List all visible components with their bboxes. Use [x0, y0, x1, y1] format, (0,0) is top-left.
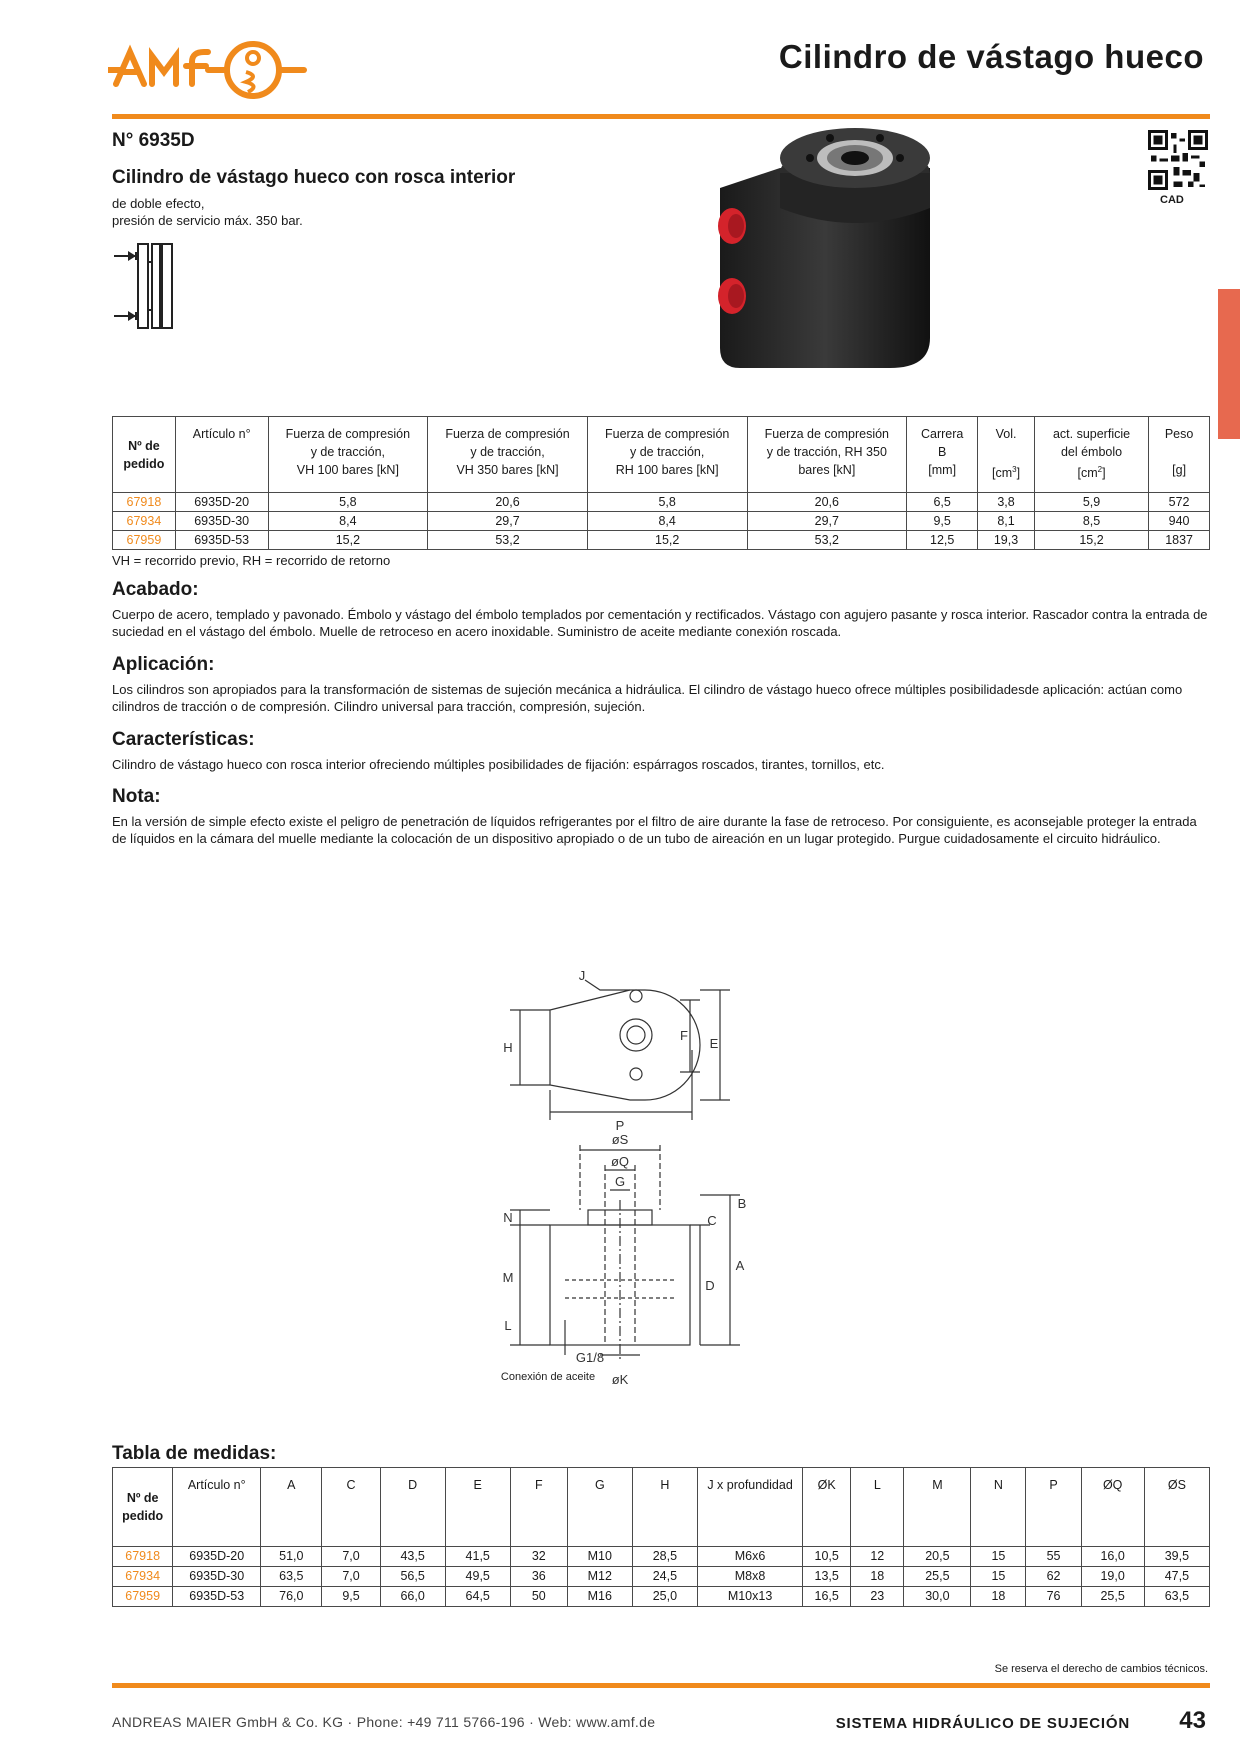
amf-logo: [108, 32, 308, 102]
cell: 63,5: [261, 1567, 322, 1587]
footer-disclaimer: Se reserva el derecho de cambios técnicos.: [994, 1663, 1208, 1675]
cell: 8,4: [268, 512, 428, 531]
section-text-aplicacion: Los cilindros son apropiados para la transformación de sistemas de sujeción mecánica a hidráulica. El cilindro de vástago hueco ofrece múltiples posibilidadesde aplicación: actúan como cilindros de tracción o de compresión. Cilindro universal para tracción, compresión, sujeción.: [112, 682, 1183, 714]
cell: 76,0: [261, 1587, 322, 1607]
cell: 16,5: [803, 1587, 851, 1607]
cell: 51,0: [261, 1547, 322, 1567]
cell: 6935D-20: [173, 1547, 261, 1567]
cell: M16: [567, 1587, 632, 1607]
cell: 18: [851, 1567, 904, 1587]
cell: 7,0: [322, 1547, 380, 1567]
cell: 15,2: [1034, 531, 1148, 550]
cell: 36: [510, 1567, 567, 1587]
section-title-caracteristicas: Características:: [112, 729, 255, 750]
col-j: J x profundidad: [697, 1468, 802, 1547]
product-description: de doble efecto, presión de servicio máx. 350 bar.: [112, 196, 303, 228]
dim-label-g18: G1/8: [575, 1350, 605, 1365]
table-row: [113, 1547, 1210, 1567]
cell: 12,5: [907, 531, 978, 550]
col-order: Nº de pedido: [113, 1468, 173, 1547]
cell: 572: [1149, 493, 1210, 512]
table-row: [113, 1587, 1210, 1607]
cell: 15: [971, 1547, 1026, 1567]
col-s: ØS: [1144, 1468, 1209, 1547]
product-name: Cilindro de vástago hueco con rosca interior: [112, 167, 516, 188]
table-header-row: [113, 417, 1210, 493]
dim-label-c: C: [707, 1213, 717, 1228]
col-f1: Fuerza de compresión y de tracción, VH 100 bares [kN]: [268, 417, 428, 493]
cell: 13,5: [803, 1567, 851, 1587]
cell: 43,5: [380, 1547, 445, 1567]
cell: 5,8: [268, 493, 428, 512]
col-article: Artículo n°: [173, 1468, 261, 1547]
dim-label-a: A: [735, 1258, 745, 1273]
section-title-aplicacion: Aplicación:: [112, 654, 215, 675]
cell: 49,5: [445, 1567, 510, 1587]
cell: 29,7: [747, 512, 907, 531]
technical-drawing: [470, 960, 790, 1390]
cell: M6x6: [697, 1547, 802, 1567]
cell: 23: [851, 1587, 904, 1607]
col-p: P: [1026, 1468, 1081, 1547]
col-piston-area: act. superficie del émbolo $[cm^2]$: [1034, 417, 1148, 493]
cell: 53,2: [747, 531, 907, 550]
cell: 6935D-30: [175, 512, 268, 531]
dim-label-f: F: [680, 1028, 688, 1043]
col-article: Artículo n°: [175, 417, 268, 493]
order-number[interactable]: 67934: [113, 1567, 173, 1587]
cell: 12: [851, 1547, 904, 1567]
col-g: G: [567, 1468, 632, 1547]
cell: 53,2: [428, 531, 588, 550]
section-title-nota: Nota:: [112, 786, 161, 807]
col-f3: Fuerza de compresión y de tracción, RH 100 bares [kN]: [587, 417, 747, 493]
cell: 8,5: [1034, 512, 1148, 531]
table-footnote: VH = recorrido previo, RH = recorrido de retorno: [112, 553, 391, 568]
header-rule: [112, 114, 1210, 119]
cell: 3,8: [978, 493, 1035, 512]
cell: 25,5: [904, 1567, 971, 1587]
dims-table-title: Tabla de medidas:: [112, 1443, 277, 1464]
cell: 41,5: [445, 1547, 510, 1567]
col-k: ØK: [803, 1468, 851, 1547]
cell: 9,5: [322, 1587, 380, 1607]
cell: 6935D-53: [175, 531, 268, 550]
dim-label-p: P: [615, 1118, 625, 1133]
cell: 9,5: [907, 512, 978, 531]
footer-section: SISTEMA HIDRÁULICO DE SUJECIÓN: [835, 1715, 1130, 1732]
table-row: [113, 493, 1210, 512]
cell: 6,5: [907, 493, 978, 512]
order-number[interactable]: 67959: [113, 531, 176, 550]
col-order: Nº de pedido: [113, 417, 176, 493]
dim-label-s: øS: [611, 1132, 629, 1147]
cell: 39,5: [1144, 1547, 1209, 1567]
cell: 6935D-30: [173, 1567, 261, 1587]
dim-label-k: øK: [611, 1372, 629, 1387]
table-header-row: [113, 1468, 1210, 1547]
table-row: [113, 1567, 1210, 1587]
col-l: L: [851, 1468, 904, 1547]
cell: M12: [567, 1567, 632, 1587]
cell: 8,4: [587, 512, 747, 531]
cell: 15,2: [268, 531, 428, 550]
cell: 55: [1026, 1547, 1081, 1567]
table-row: [113, 531, 1210, 550]
dim-label-g: G: [614, 1174, 626, 1189]
dim-label-d: D: [705, 1278, 715, 1293]
cell: 5,8: [587, 493, 747, 512]
dim-label-j: J: [578, 968, 586, 983]
section-text-acabado: Cuerpo de acero, templado y pavonado. Émbolo y vástago del émbolo templados por cementación y rectificados. Vástago con agujero pasante y rosca interior. Rascador contra la entrada de suciedad en el vástago del émbolo. Muelle de retroceso en acero inoxidable. Suministro de aceite mediante conexión roscada.: [112, 607, 1208, 639]
cell: 50: [510, 1587, 567, 1607]
col-h: H: [632, 1468, 697, 1547]
product-image: [700, 128, 940, 388]
cell: 28,5: [632, 1547, 697, 1567]
order-number[interactable]: 67934: [113, 512, 176, 531]
col-f: F: [510, 1468, 567, 1547]
cell: M10x13: [697, 1587, 802, 1607]
footer-rule: [112, 1683, 1210, 1688]
dim-label-l: L: [504, 1318, 512, 1333]
section-tab: [1218, 289, 1240, 439]
footer-company: ANDREAS MAIER GmbH & Co. KG · Phone: +49 711 5766-196 · Web: www.amf.de: [112, 1714, 656, 1730]
cell: M8x8: [697, 1567, 802, 1587]
cell: 7,0: [322, 1567, 380, 1587]
oil-connection-caption: Conexión de aceite: [500, 1371, 596, 1383]
page-title: Cilindro de vástago hueco: [778, 38, 1204, 75]
cell: 1837: [1149, 531, 1210, 550]
section-title-acabado: Acabado:: [112, 579, 199, 600]
cell: 15: [971, 1567, 1026, 1587]
col-n: N: [971, 1468, 1026, 1547]
dim-label-q: øQ: [610, 1154, 630, 1169]
cell: 25,0: [632, 1587, 697, 1607]
cell: 64,5: [445, 1587, 510, 1607]
cell: 20,6: [747, 493, 907, 512]
dims-table: [112, 1467, 1210, 1607]
cell: 15,2: [587, 531, 747, 550]
cell: 16,0: [1081, 1547, 1144, 1567]
col-volume: Vol. $[cm^3]$: [978, 417, 1035, 493]
cell: 18: [971, 1587, 1026, 1607]
dim-label-e: E: [709, 1036, 719, 1051]
col-e: E: [445, 1468, 510, 1547]
page-number: 43: [1179, 1707, 1206, 1734]
cell: 19,3: [978, 531, 1035, 550]
cell: 32: [510, 1547, 567, 1567]
order-number[interactable]: 67959: [113, 1587, 173, 1607]
cad-label: CAD: [1160, 194, 1184, 206]
order-number[interactable]: 67918: [113, 1547, 173, 1567]
cell: 940: [1149, 512, 1210, 531]
section-text-nota: En la versión de simple efecto existe el peligro de penetración de líquidos refrigerantes por el filtro de aire durante la fase de retroceso. Por consiguiente, es aconsejable proteger la entrada de líquidos en la cámara del muelle mediante la colocación de un dispositivo apropiado o de un tubo de aireación en un lugar protegido. Purgue cuidadosamente el circuito hidráulico.: [112, 814, 1197, 846]
order-number[interactable]: 67918: [113, 493, 176, 512]
cell: 6935D-20: [175, 493, 268, 512]
cell: 20,6: [428, 493, 588, 512]
col-weight: Peso [g]: [1149, 417, 1210, 493]
section-text-caracteristicas: Cilindro de vástago hueco con rosca interior ofreciendo múltiples posibilidades de fijación: espárragos roscados, tirantes, tornillos, etc.: [112, 757, 885, 772]
dim-label-h: H: [503, 1040, 513, 1055]
col-q: ØQ: [1081, 1468, 1144, 1547]
cell: 20,5: [904, 1547, 971, 1567]
cell: 6935D-53: [173, 1587, 261, 1607]
col-c: C: [322, 1468, 380, 1547]
cell: 29,7: [428, 512, 588, 531]
cell: 76: [1026, 1587, 1081, 1607]
specs-table: [112, 416, 1210, 550]
article-number: N° 6935D: [112, 130, 195, 151]
col-a: A: [261, 1468, 322, 1547]
cell: 56,5: [380, 1567, 445, 1587]
dim-label-n: N: [503, 1210, 513, 1225]
table-row: [113, 512, 1210, 531]
cell: 5,9: [1034, 493, 1148, 512]
cell: M10: [567, 1547, 632, 1567]
cell: 66,0: [380, 1587, 445, 1607]
cell: 63,5: [1144, 1587, 1209, 1607]
cad-qr-code[interactable]: [1148, 130, 1208, 190]
col-d: D: [380, 1468, 445, 1547]
cell: 24,5: [632, 1567, 697, 1587]
cell: 62: [1026, 1567, 1081, 1587]
cell: 47,5: [1144, 1567, 1209, 1587]
hydraulic-symbol: [112, 240, 190, 332]
col-stroke: Carrera B [mm]: [907, 417, 978, 493]
col-f4: Fuerza de compresión y de tracción, RH 350 bares [kN]: [747, 417, 907, 493]
cell: 19,0: [1081, 1567, 1144, 1587]
cell: 25,5: [1081, 1587, 1144, 1607]
cell: 8,1: [978, 512, 1035, 531]
cell: 10,5: [803, 1547, 851, 1567]
cell: 30,0: [904, 1587, 971, 1607]
dim-label-m: M: [502, 1270, 514, 1285]
col-f2: Fuerza de compresión y de tracción, VH 350 bares [kN]: [428, 417, 588, 493]
dim-label-b: B: [737, 1196, 747, 1211]
col-m: M: [904, 1468, 971, 1547]
